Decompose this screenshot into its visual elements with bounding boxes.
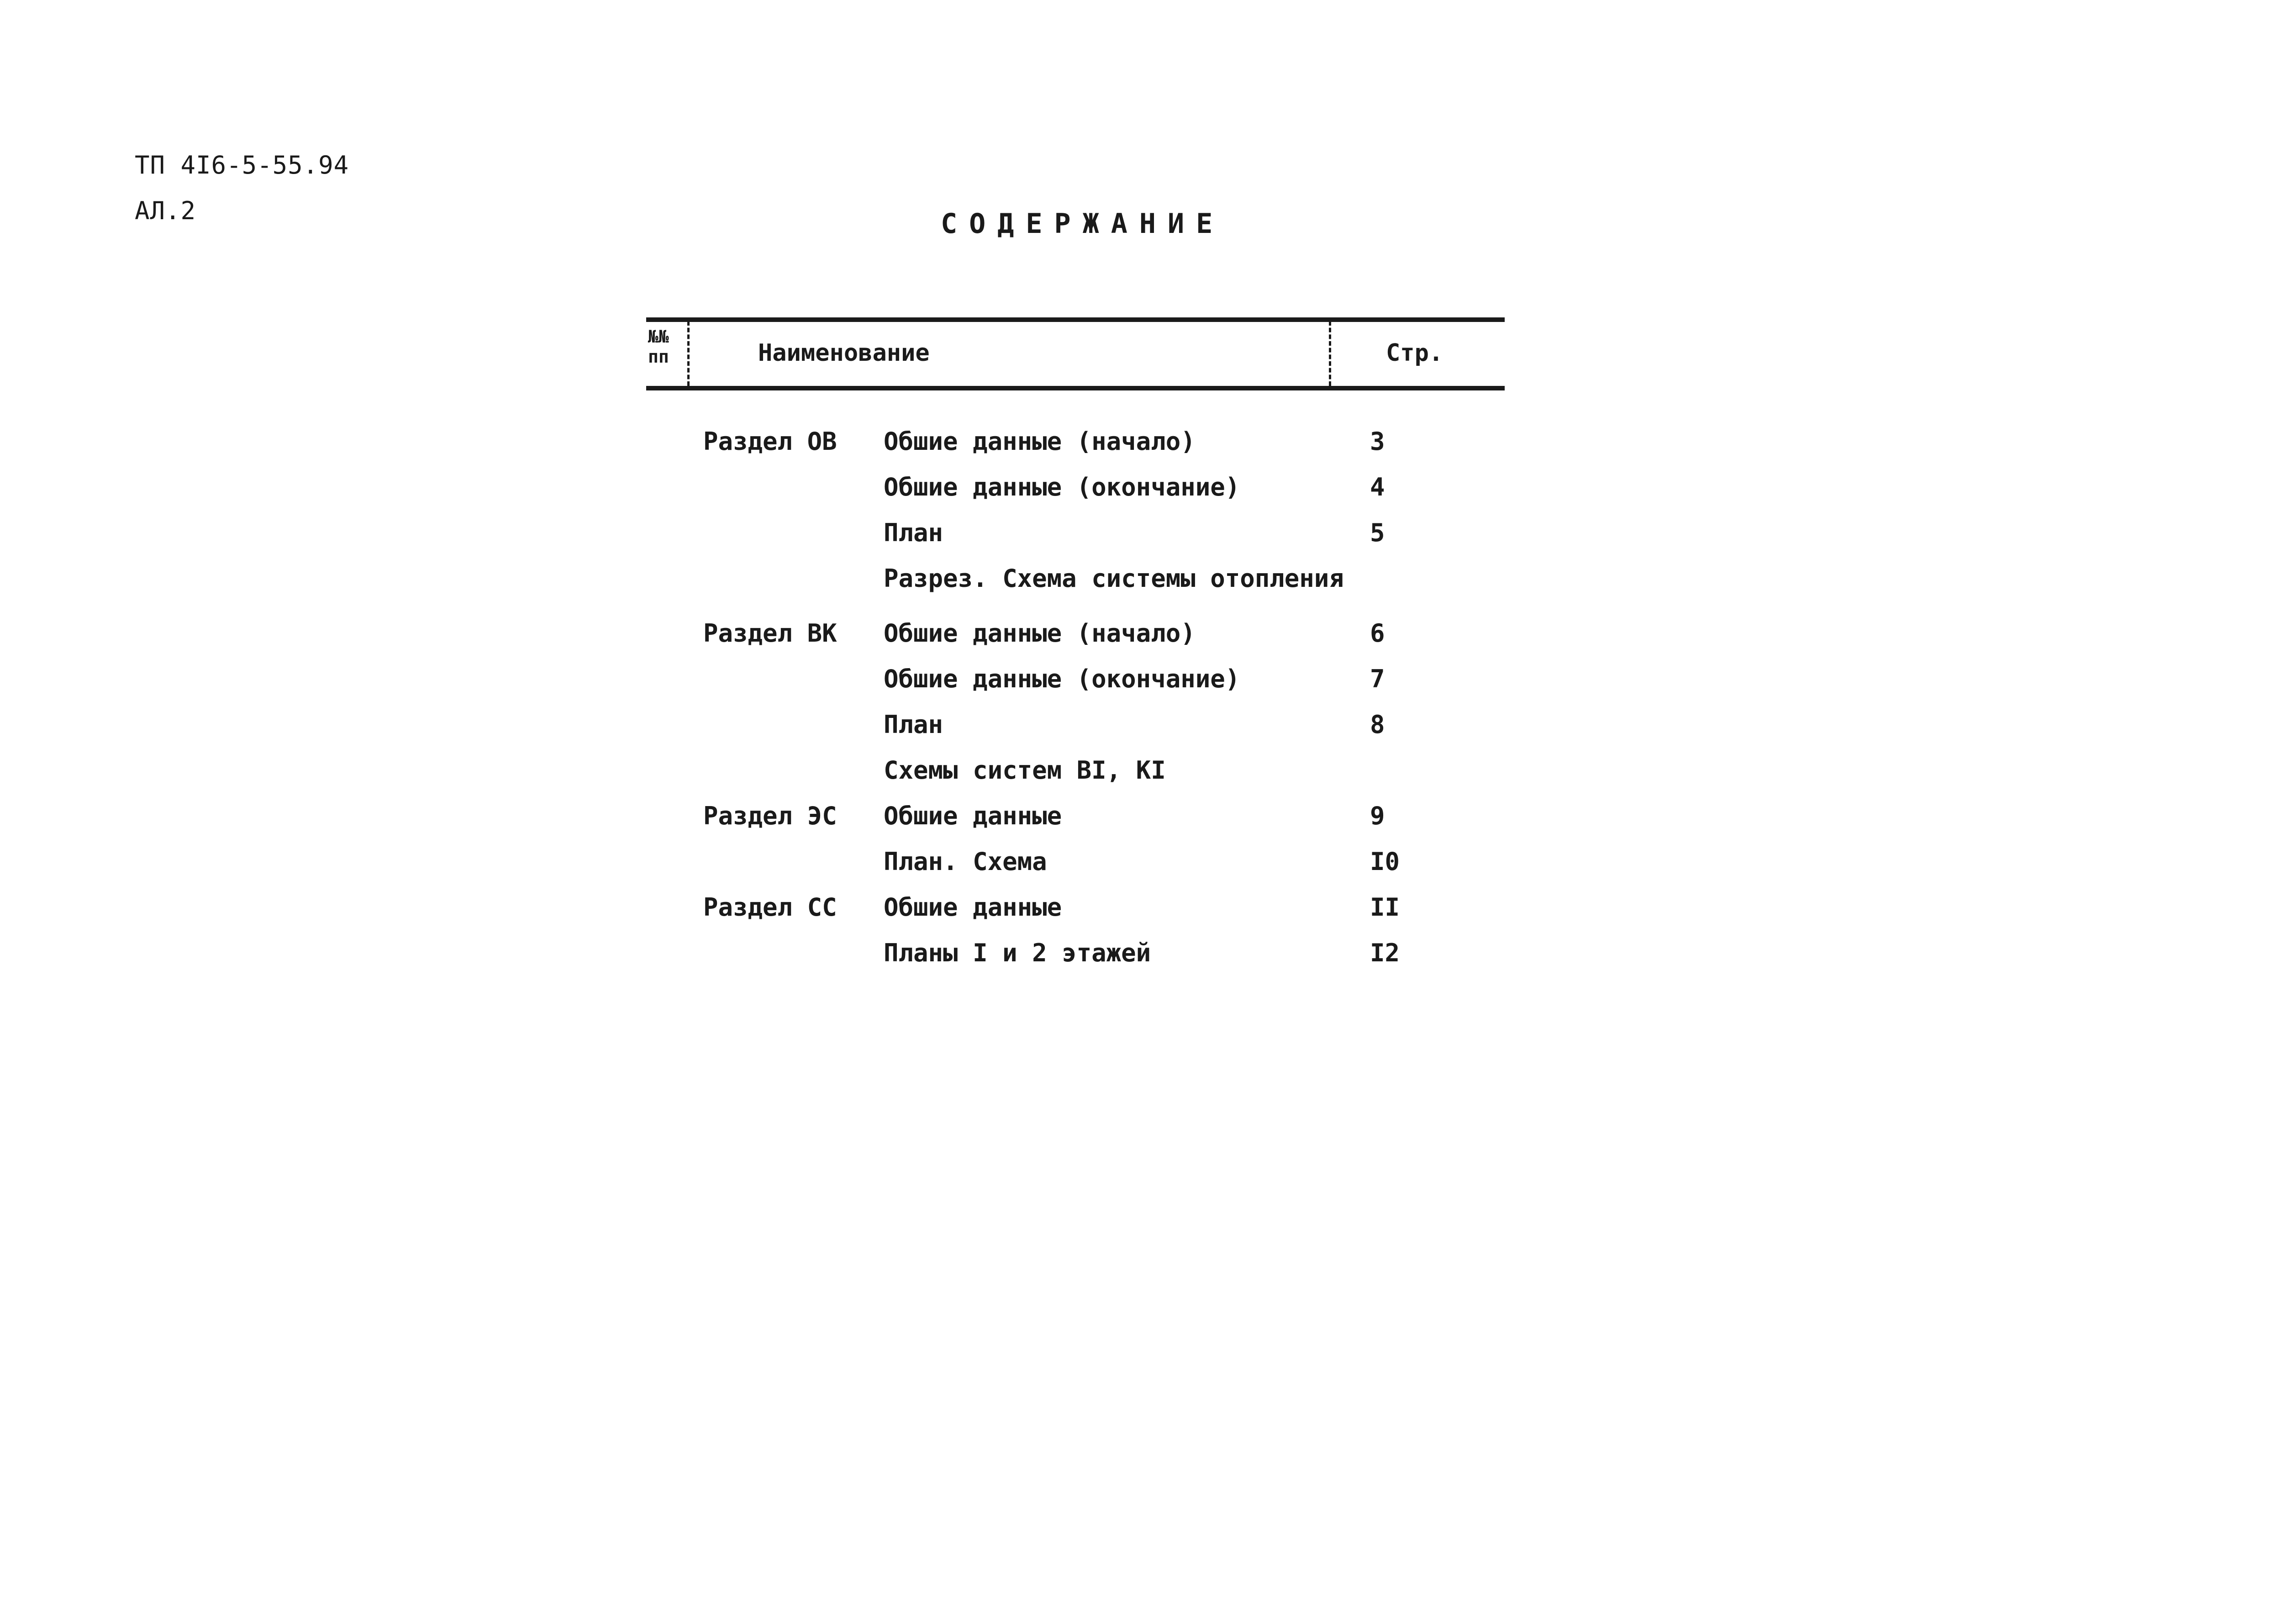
row-section: Раздел ОВ xyxy=(703,427,837,456)
column-header-number-line1: №№ xyxy=(648,327,669,347)
row-name: Разрез. Схема системы отопления xyxy=(884,564,1344,593)
row-name: Обшие данные (окончание) xyxy=(884,664,1240,693)
column-header-name: Наименование xyxy=(758,339,930,367)
row-page: 9 xyxy=(1370,801,1385,830)
row-name: Обшие данные (начало) xyxy=(884,427,1196,456)
column-separator xyxy=(1329,321,1334,386)
row-section: Раздел ВК xyxy=(703,619,837,648)
row-section: Раздел СС xyxy=(703,893,837,922)
table-row xyxy=(0,664,2281,701)
row-name: План. Схема xyxy=(884,847,1047,876)
row-name: План xyxy=(884,518,943,547)
row-name: Планы I и 2 этажей xyxy=(884,939,1151,967)
table-row xyxy=(0,893,2281,929)
row-page: 6 xyxy=(1370,619,1385,648)
row-name: План xyxy=(884,710,943,739)
table-row xyxy=(0,939,2281,975)
table-row xyxy=(0,847,2281,884)
table-row xyxy=(0,756,2281,792)
table-row xyxy=(0,801,2281,838)
row-name: Схемы систем BI, KI xyxy=(884,756,1166,785)
row-page: 3 xyxy=(1370,427,1385,456)
sheet-code: АЛ.2 xyxy=(135,196,196,225)
row-page: I0 xyxy=(1370,847,1400,876)
column-header-number-line2: пп xyxy=(648,347,669,367)
row-name: Обшие данные (начало) xyxy=(884,619,1196,648)
table-row xyxy=(0,518,2281,555)
row-page: II xyxy=(1370,893,1400,922)
row-name: Обшие данные (окончание) xyxy=(884,473,1240,501)
row-page: 5 xyxy=(1370,518,1385,547)
table-header-bottom-rule xyxy=(646,386,1505,390)
column-header-page: Стр. xyxy=(1386,339,1443,367)
table-row xyxy=(0,710,2281,747)
table-header xyxy=(646,317,1505,390)
row-page: 4 xyxy=(1370,473,1385,501)
table-row xyxy=(0,564,2281,601)
row-page: 8 xyxy=(1370,710,1385,739)
row-page: I2 xyxy=(1370,939,1400,967)
table-row xyxy=(0,619,2281,655)
document-code: ТП 4I6-5-55.94 xyxy=(135,151,349,179)
column-separator xyxy=(687,321,692,386)
table-row xyxy=(0,427,2281,464)
column-header-number xyxy=(648,327,685,367)
row-section: Раздел ЭС xyxy=(703,801,837,830)
page-title: СОДЕРЖАНИЕ xyxy=(941,208,1225,240)
table-row xyxy=(0,473,2281,509)
table-header-top-rule xyxy=(646,317,1505,322)
row-name: Обшие данные xyxy=(884,893,1062,922)
row-name: Обшие данные xyxy=(884,801,1062,830)
row-page: 7 xyxy=(1370,664,1385,693)
